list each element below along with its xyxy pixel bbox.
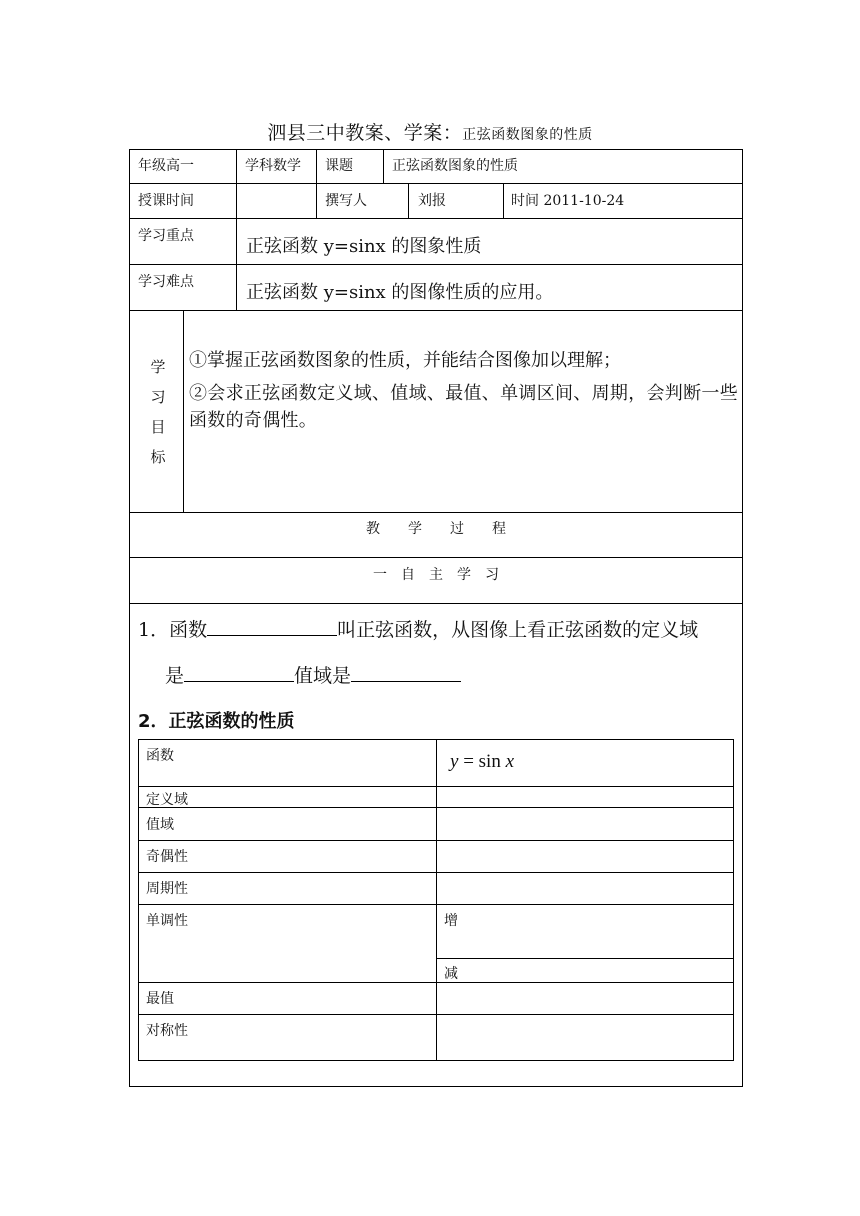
process-heading: 教 学 过 程	[366, 521, 506, 537]
lesson-label: 课题	[325, 158, 353, 174]
prop-symmetry-label: 对称性	[146, 1023, 188, 1039]
title-topic: 正弦函数图象的性质	[462, 127, 593, 143]
prop-monotonic-label: 单调性	[146, 913, 188, 929]
blank-range[interactable]	[351, 663, 461, 682]
goal-item-2: ②会求正弦函数定义域、值域、最值、单调区间、周期，会判断一些函数的奇偶性。	[189, 383, 738, 431]
question-1-line-1: 1．函数 叫正弦函数，从图像上看正弦函数的定义域	[138, 619, 699, 641]
prop-decrease-label: 减	[444, 966, 458, 982]
prop-function-formula: y = sin x	[450, 751, 515, 772]
question-1-line-2: 是 值域是	[165, 661, 461, 688]
goals-label: 学 习 目 标	[150, 358, 166, 466]
prop-parity-label: 奇偶性	[146, 849, 188, 865]
prop-period-label: 周期性	[146, 881, 188, 897]
subject-cell: 学科数学	[245, 158, 301, 174]
blank-domain[interactable]	[184, 663, 294, 682]
prop-domain-label: 定义域	[146, 792, 188, 808]
difficulty-text: 正弦函数 y=sinx 的图像性质的应用。	[246, 282, 554, 303]
author-value: 刘报	[418, 193, 446, 209]
focus-text: 正弦函数 y=sinx 的图象性质	[246, 236, 482, 257]
question-2-title: 2．正弦函数的性质	[138, 711, 295, 732]
date-cell: 时间 2011-10-24	[511, 193, 625, 209]
prop-increase-label: 增	[444, 913, 458, 929]
title-main: 泗县三中教案、学案：	[267, 122, 463, 144]
grade-cell: 年级高一	[138, 158, 194, 174]
prop-extremum-label: 最值	[146, 991, 174, 1007]
prop-range-label: 值域	[146, 817, 174, 833]
difficulty-label: 学习难点	[138, 274, 194, 290]
lesson-value: 正弦函数图象的性质	[392, 158, 518, 174]
author-label: 撰写人	[325, 193, 367, 209]
prop-function-label: 函数	[146, 748, 174, 764]
blank-function[interactable]	[207, 617, 337, 636]
page-title	[0, 118, 860, 145]
section-heading: 一 自 主 学 习	[373, 567, 499, 583]
goal-item-1: ①掌握正弦函数图象的性质，并能结合图像加以理解；	[189, 350, 621, 371]
time-label: 授课时间	[138, 193, 194, 209]
focus-label: 学习重点	[138, 228, 194, 244]
